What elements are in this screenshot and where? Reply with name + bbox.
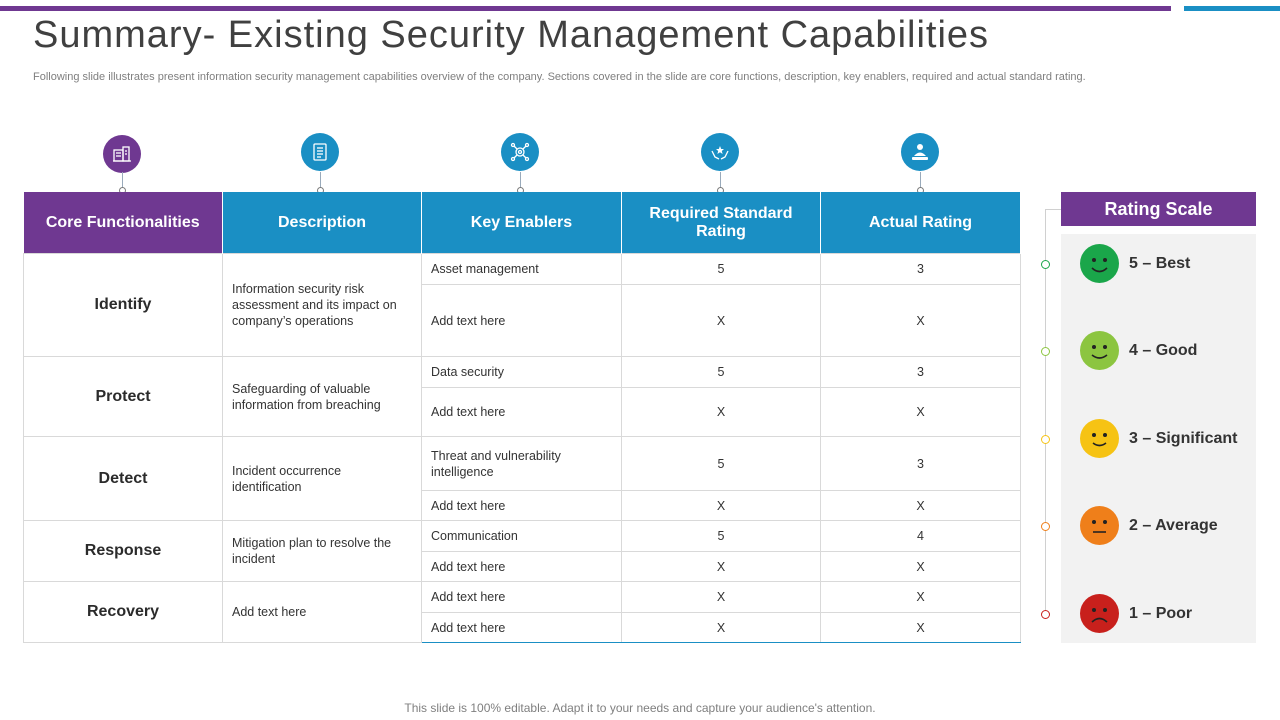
enabler-cell: Data security — [422, 357, 622, 388]
scale-dot — [1041, 522, 1050, 531]
header-description: Description — [223, 192, 422, 254]
required-rating-cell: 5 — [622, 521, 821, 552]
required-rating-cell: X — [622, 285, 821, 357]
function-cell: Recovery — [24, 582, 223, 643]
rating-scale-line — [1045, 209, 1046, 614]
scale-dot — [1041, 435, 1050, 444]
header-actual-rating: Actual Rating — [821, 192, 1021, 254]
enabler-cell: Add text here — [422, 613, 622, 643]
smiley-good-icon — [1080, 331, 1119, 370]
actual-rating-cell: X — [821, 388, 1021, 437]
document-icon — [301, 133, 339, 171]
actual-rating-cell: X — [821, 491, 1021, 521]
smiley-poor-icon — [1080, 594, 1119, 633]
scale-dot — [1041, 347, 1050, 356]
required-rating-cell: 5 — [622, 254, 821, 285]
table-row — [24, 521, 1021, 552]
enabler-cell: Threat and vulnerability intelligence — [422, 437, 622, 491]
building-icon — [103, 135, 141, 173]
page-title: Summary- Existing Security Management Capabilities — [33, 14, 990, 56]
enabler-cell: Add text here — [422, 491, 622, 521]
rating-scale-line-top — [1045, 209, 1061, 210]
header-core-functionalities: Core Functionalities — [24, 192, 223, 254]
rating-label-significant: 3 – Significant — [1129, 430, 1238, 447]
rating-label-best: 5 – Best — [1129, 255, 1191, 272]
table-row — [24, 582, 1021, 613]
required-rating-cell: 5 — [622, 437, 821, 491]
smiley-best-icon — [1080, 244, 1119, 283]
required-rating-cell: X — [622, 491, 821, 521]
rating-label-average: 2 – Average — [1129, 517, 1218, 534]
enabler-cell: Add text here — [422, 552, 622, 582]
description-cell: Add text here — [223, 582, 422, 643]
table-row — [24, 254, 1021, 285]
page-subtitle: Following slide illustrates present information security management capabilities overview of the company. Sections covered in the slide are core functions, description, key enablers, required and actual standard rating. — [33, 71, 1086, 83]
description-cell: Information security risk assessment and its impact on company’s operations — [223, 254, 422, 357]
rating-person-icon — [901, 133, 939, 171]
smiley-average-icon — [1080, 506, 1119, 545]
table-header-row — [24, 192, 1021, 254]
table-row — [24, 437, 1021, 491]
function-cell: Detect — [24, 437, 223, 521]
function-cell: Response — [24, 521, 223, 582]
required-rating-cell: X — [622, 388, 821, 437]
smiley-significant-icon — [1080, 419, 1119, 458]
enabler-cell: Add text here — [422, 388, 622, 437]
actual-rating-cell: X — [821, 582, 1021, 613]
enabler-cell: Add text here — [422, 582, 622, 613]
description-cell: Mitigation plan to resolve the incident — [223, 521, 422, 582]
actual-rating-cell: 3 — [821, 254, 1021, 285]
table-row — [24, 357, 1021, 388]
top-accent-bar-blue — [1184, 6, 1280, 11]
rating-scale-title: Rating Scale — [1061, 192, 1256, 226]
actual-rating-cell: X — [821, 285, 1021, 357]
required-rating-cell: X — [622, 582, 821, 613]
header-required-standard-rating: Required Standard Rating — [622, 192, 821, 254]
enabler-cell: Add text here — [422, 285, 622, 357]
actual-rating-cell: X — [821, 613, 1021, 643]
actual-rating-cell: 3 — [821, 437, 1021, 491]
capabilities-table — [23, 192, 1021, 643]
actual-rating-cell: X — [821, 552, 1021, 582]
actual-rating-cell: 4 — [821, 521, 1021, 552]
required-rating-cell: X — [622, 552, 821, 582]
enabler-cell: Asset management — [422, 254, 622, 285]
description-cell: Safeguarding of valuable information from breaching — [223, 357, 422, 437]
rating-label-poor: 1 – Poor — [1129, 605, 1193, 622]
function-cell: Identify — [24, 254, 223, 357]
rating-label-good: 4 – Good — [1129, 342, 1198, 359]
required-rating-cell: X — [622, 613, 821, 643]
scale-dot — [1041, 610, 1050, 619]
function-cell: Protect — [24, 357, 223, 437]
top-accent-bar-purple — [0, 6, 1171, 11]
footer-note: This slide is 100% editable. Adapt it to your needs and capture your audience's attention. — [404, 701, 876, 715]
hands-star-icon — [701, 133, 739, 171]
header-key-enablers: Key Enablers — [422, 192, 622, 254]
actual-rating-cell: 3 — [821, 357, 1021, 388]
enabler-cell: Communication — [422, 521, 622, 552]
gear-network-icon — [501, 133, 539, 171]
scale-dot — [1041, 260, 1050, 269]
required-rating-cell: 5 — [622, 357, 821, 388]
description-cell: Incident occurrence identification — [223, 437, 422, 521]
